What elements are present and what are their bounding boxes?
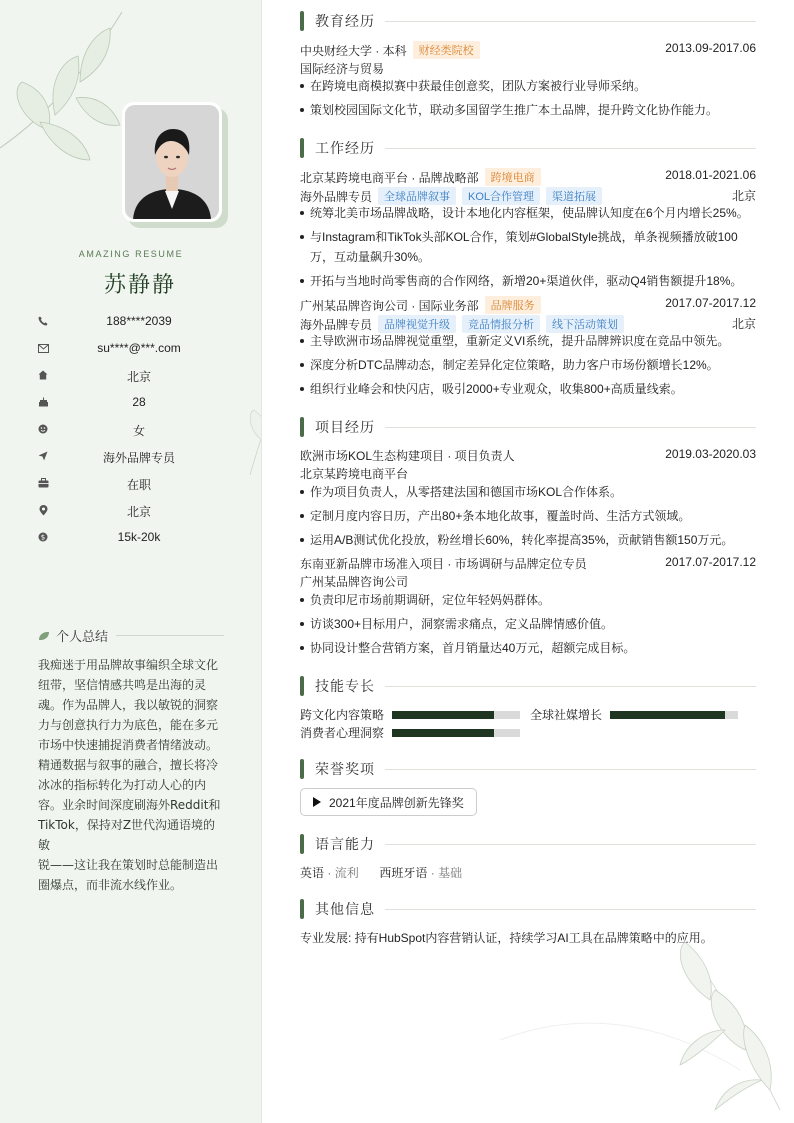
project-header bbox=[300, 555, 756, 573]
send-icon bbox=[36, 449, 50, 463]
leaf-decoration-icon bbox=[240, 370, 262, 480]
list-item: 策划校园国际文化节，联动多国留学生推广本土品牌，提升跨文化协作能力。 bbox=[300, 101, 756, 120]
info-phone: 188****2039 bbox=[36, 312, 236, 339]
school-tag: 财经类院校 bbox=[413, 41, 480, 59]
section-skills: 技能专长 bbox=[300, 676, 756, 696]
summary-line: TikTok，保持对Z世代沟通语境的敏 bbox=[38, 818, 216, 852]
section-languages: 语言能力 bbox=[300, 834, 756, 854]
work-header bbox=[300, 168, 756, 186]
skill-tag: 渠道拓展 bbox=[546, 187, 602, 205]
info-home: 北京 bbox=[36, 366, 236, 393]
list-item: 统筹北美市场品牌战略，设计本地化内容框架，使品牌认知度在6个月内增长25%。 bbox=[300, 204, 756, 223]
info-location: 北京 bbox=[36, 501, 236, 528]
phone-icon bbox=[36, 314, 50, 328]
skill-item: 全球社媒增长 bbox=[530, 706, 738, 723]
skill-bar-fill bbox=[392, 729, 494, 737]
info-salary: $ 15k-20k bbox=[36, 528, 236, 555]
summary-line: 精通数据与叙事的融合，擅长将冷 bbox=[38, 758, 219, 772]
school-name: 中央财经大学 · 本科 bbox=[300, 43, 407, 58]
summary-line: 力与创意执行力为底色，能在多元 bbox=[38, 718, 219, 732]
education-header bbox=[300, 41, 756, 59]
list-item: 访谈300+目标用户，洞察需求痛点，定义品牌情感价值。 bbox=[300, 615, 756, 634]
summary-line: 冰冰的指标转化为打动人心的内 bbox=[38, 778, 207, 792]
list-item: 作为项目负责人，从零搭建法国和德国市场KOL合作体系。 bbox=[300, 483, 756, 502]
mail-icon bbox=[36, 341, 50, 355]
company-name: 广州某品牌咨询公司 · 国际业务部 bbox=[300, 298, 479, 313]
skill-bar-fill bbox=[610, 711, 725, 719]
cake-icon bbox=[36, 395, 50, 409]
company-tag: 跨境电商 bbox=[485, 168, 541, 186]
summary-line: 圈爆点，而非流水线作业。 bbox=[38, 878, 183, 892]
work-city: 北京 bbox=[731, 189, 756, 203]
education-date: 2013.09-2017.06 bbox=[665, 41, 756, 55]
skill-tag: 全球品牌叙事 bbox=[378, 187, 456, 205]
section-project: 项目经历 bbox=[300, 417, 756, 437]
summary-line: 锐——这让我在策划时总能制造出 bbox=[38, 858, 219, 872]
project-date: 2019.03-2020.03 bbox=[665, 447, 756, 461]
leaf-decoration-icon bbox=[0, 0, 140, 170]
contact-info-list bbox=[36, 312, 236, 555]
work-role: 海外品牌专员 全球品牌叙事 KOL合作管理 渠道拓展 北京 bbox=[300, 189, 756, 204]
info-age: 28 bbox=[36, 393, 236, 420]
list-item: 负责印尼市场前期调研，定位年轻妈妈群体。 bbox=[300, 591, 756, 610]
work-role: 海外品牌专员 品牌视觉升级 竞品情报分析 线下活动策划 北京 bbox=[300, 317, 756, 332]
summary-heading: 个人总结 bbox=[38, 626, 224, 645]
summary-line: 容。业余时间深度刷海外Reddit和 bbox=[38, 798, 221, 812]
language-name: 西班牙语 bbox=[379, 866, 428, 880]
summary-line: 我痴迷于用品牌故事编织全球文化 bbox=[38, 658, 219, 672]
info-position: 海外品牌专员 bbox=[36, 447, 236, 474]
info-status: 在职 bbox=[36, 474, 236, 501]
skill-bar-fill bbox=[392, 711, 494, 719]
portrait-image bbox=[125, 105, 219, 219]
skill-bar bbox=[610, 711, 738, 719]
work-header bbox=[300, 296, 756, 314]
award-item: 2021年度品牌创新先锋奖 bbox=[300, 788, 477, 816]
company-tag: 品牌服务 bbox=[485, 296, 541, 314]
language-level: 流利 bbox=[334, 866, 359, 880]
project-title: 欧洲市场KOL生态构建项目 · 项目负责人 bbox=[300, 449, 515, 463]
list-item: 万，互动量飙升30%。 bbox=[310, 250, 431, 264]
list-item: 在跨境电商模拟赛中获最佳创意奖，团队方案被行业导师采纳。 bbox=[300, 77, 756, 96]
location-icon bbox=[36, 503, 50, 517]
leaf-icon bbox=[38, 631, 50, 641]
project-title: 东南亚新品牌市场准入项目 · 市场调研与品牌定位专员 bbox=[300, 557, 587, 571]
skill-tag: 品牌视觉升级 bbox=[378, 315, 456, 333]
list-item: 与Instagram和TikTok头部KOL合作，策划#GlobalStyle挑战，单条视频播放破100 bbox=[300, 228, 756, 247]
sidebar bbox=[0, 0, 262, 1123]
list-item: 组织行业峰会和快闪店，吸引2000+专业观众，收集800+高质量线索。 bbox=[300, 380, 756, 399]
play-icon bbox=[313, 797, 321, 807]
skill-tag: 线下活动策划 bbox=[546, 315, 624, 333]
leaf-decoration-icon bbox=[500, 930, 794, 1123]
skill-item: 跨文化内容策略 bbox=[300, 706, 520, 723]
briefcase-icon bbox=[36, 476, 50, 490]
language-name: 英语 bbox=[300, 866, 325, 880]
gender-icon bbox=[36, 422, 50, 436]
svg-text:$: $ bbox=[40, 533, 46, 542]
home-icon bbox=[36, 368, 50, 382]
skill-tag: KOL合作管理 bbox=[462, 187, 540, 205]
work-city: 北京 bbox=[731, 317, 756, 331]
section-work: 工作经历 bbox=[300, 138, 756, 158]
summary-line: 市场中快速捕捉消费者情绪波动。 bbox=[38, 738, 219, 752]
project-header bbox=[300, 447, 756, 465]
summary-text bbox=[38, 655, 224, 895]
section-other: 其他信息 bbox=[300, 899, 756, 919]
list-item: 协同设计整合营销方案，首月销量达40万元，超额完成目标。 bbox=[300, 639, 756, 658]
info-gender: 女 bbox=[36, 420, 236, 447]
skill-tag: 竞品情报分析 bbox=[462, 315, 540, 333]
education-major: 国际经济与贸易 bbox=[300, 62, 385, 76]
list-item: 定制月度内容日历，产出80+条本地化故事，覆盖时尚、生活方式领域。 bbox=[300, 507, 756, 526]
salary-icon bbox=[36, 530, 50, 544]
summary-line: 魂。作为品牌人，我以敏锐的洞察 bbox=[38, 698, 219, 712]
skill-bar bbox=[392, 711, 520, 719]
avatar bbox=[122, 102, 222, 222]
section-education: 教育经历 bbox=[300, 11, 756, 31]
work-date: 2017.07-2017.12 bbox=[665, 296, 756, 310]
skill-bar bbox=[392, 729, 520, 737]
list-item: 开拓与当地时尚零售商的合作网络，新增20+渠道伙伴，驱动Q4销售额提升18%。 bbox=[300, 272, 756, 291]
language-list: 英语 · 流利 西班牙语 · 基础 bbox=[300, 866, 463, 880]
info-email: su****@***.com bbox=[36, 339, 236, 366]
project-org: 北京某跨境电商平台 bbox=[300, 467, 409, 481]
section-honors: 荣誉奖项 bbox=[300, 759, 756, 779]
work-date: 2018.01-2021.06 bbox=[665, 168, 756, 182]
project-org: 广州某品牌咨询公司 bbox=[300, 575, 409, 589]
resume-tagline: AMAZING RESUME bbox=[78, 249, 184, 259]
company-name: 北京某跨境电商平台 · 品牌战略部 bbox=[300, 170, 479, 185]
other-info: 专业发展: 持有HubSpot内容营销认证，持续学习AI工具在品牌策略中的应用。 bbox=[300, 931, 713, 945]
candidate-name: 苏静静 bbox=[103, 273, 176, 298]
skill-item: 消费者心理洞察 bbox=[300, 724, 520, 741]
project-date: 2017.07-2017.12 bbox=[665, 555, 756, 569]
list-item: 运用A/B测试优化投放，粉丝增长60%，转化率提高35%，贡献销售额150万元。 bbox=[300, 531, 756, 550]
language-level: 基础 bbox=[438, 866, 463, 880]
summary-line: 纽带，坚信情感共鸣是出海的灵 bbox=[38, 678, 207, 692]
list-item: 主导欧洲市场品牌视觉重塑，重新定义VI系统，提升品牌辨识度在竞品中领先。 bbox=[300, 332, 756, 351]
list-item: 深度分析DTC品牌动态，制定差异化定位策略，助力客户市场份额增长12%。 bbox=[300, 356, 756, 375]
